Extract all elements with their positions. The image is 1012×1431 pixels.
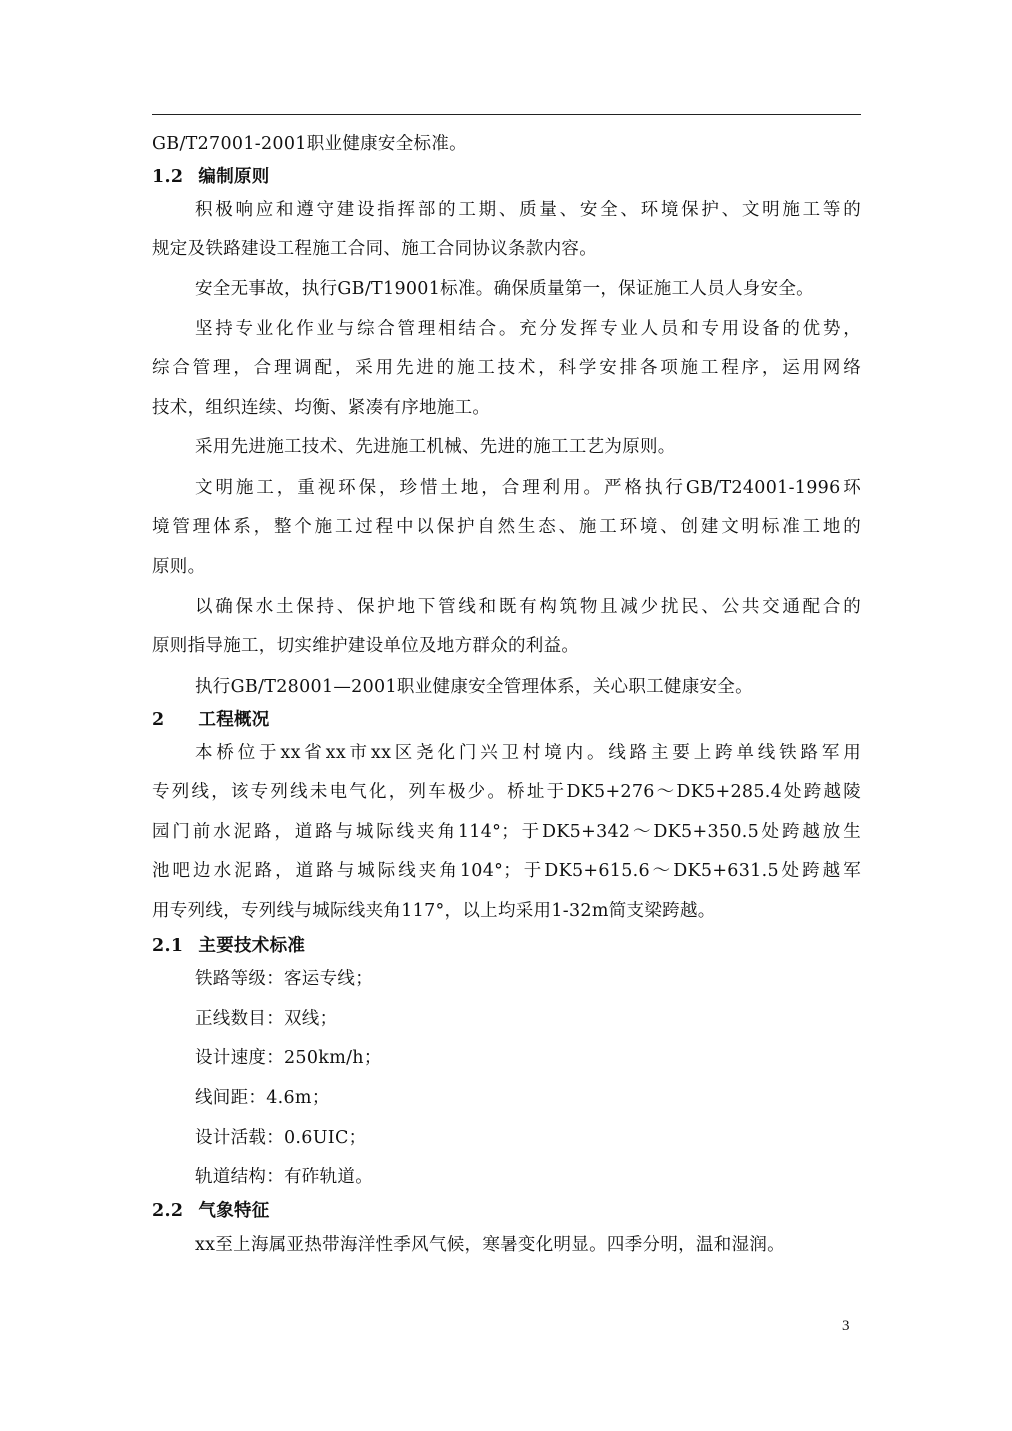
heading-title: 气象特征 [198, 1201, 270, 1221]
paragraph-line: 积极响应和遵守建设指挥部的工期、质量、安全、环境保护、文明施工等的 [195, 200, 861, 220]
spec-item: 铁路等级：客运专线； [195, 969, 373, 989]
paragraph-line: 池吧边水泥路，道路与城际线夹角104°；于DK5+615.6～DK5+631.5处跨越军 [152, 861, 861, 881]
paragraph-line: xx至上海属亚热带海洋性季风气候，寒暑变化明显。四季分明，温和湿润。 [195, 1235, 785, 1255]
heading-number: 2.1 [152, 936, 184, 956]
paragraph-line: 安全无事故，执行GB/T19001标准。确保质量第一，保证施工人员人身安全。 [195, 279, 814, 299]
paragraph-line: 用专列线，专列线与城际线夹角117°，以上均采用1-32m简支梁跨越。 [152, 901, 716, 921]
paragraph-line: 专列线，该专列线未电气化，列车极少。桥址于DK5+276～DK5+285.4处跨越陵 [152, 782, 861, 802]
paragraph-line: 综合管理，合理调配，采用先进的施工技术，科学安排各项施工程序，运用网络 [152, 358, 861, 378]
paragraph-line: 采用先进施工技术、先进施工机械、先进的施工工艺为原则。 [195, 437, 676, 457]
spec-item: 正线数目：双线； [195, 1009, 338, 1029]
heading-number: 2.2 [152, 1201, 184, 1221]
heading-title: 工程概况 [198, 710, 270, 730]
page-number: 3 [842, 1318, 850, 1334]
heading-number: 1.2 [152, 167, 184, 187]
paragraph-line: 执行GB/T28001—2001职业健康安全管理体系，关心职工健康安全。 [195, 677, 753, 697]
section-heading-1-2 [152, 164, 861, 190]
spec-item: 轨道结构：有砟轨道。 [195, 1167, 373, 1187]
spec-item: 设计活载：0.6UIC； [195, 1128, 367, 1148]
heading-title: 编制原则 [198, 167, 270, 187]
paragraph-line: 以确保水土保持、保护地下管线和既有构筑物且减少扰民、公共交通配合的 [195, 597, 861, 617]
section-heading-2 [152, 707, 861, 733]
heading-title: 主要技术标准 [198, 936, 306, 956]
paragraph-line: 文明施工，重视环保，珍惜土地，合理利用。严格执行GB/T24001-1996环 [195, 478, 861, 498]
header-rule [152, 114, 861, 115]
section-heading-2-1 [152, 933, 861, 959]
paragraph-line: 坚持专业化作业与综合管理相结合。充分发挥专业人员和专用设备的优势， [195, 319, 861, 339]
paragraph-line: GB/T27001-2001职业健康安全标准。 [152, 134, 467, 154]
spec-item: 线间距：4.6m； [195, 1088, 330, 1108]
paragraph-line: 原则指导施工，切实维护建设单位及地方群众的利益。 [152, 636, 580, 656]
paragraph-line: 技术，组织连续、均衡、紧凑有序地施工。 [152, 398, 491, 418]
section-heading-2-2 [152, 1198, 861, 1224]
paragraph-line: 园门前水泥路，道路与城际线夹角114°；于DK5+342～DK5+350.5处跨越放生 [152, 822, 861, 842]
paragraph-line: 本桥位于xx省xx市xx区尧化门兴卫村境内。线路主要上跨单线铁路军用 [195, 743, 861, 763]
heading-number: 2 [152, 710, 165, 730]
paragraph-line: 境管理体系，整个施工过程中以保护自然生态、施工环境、创建文明标准工地的 [152, 517, 861, 537]
spec-item: 设计速度：250km/h； [195, 1048, 382, 1068]
paragraph-line: 规定及铁路建设工程施工合同、施工合同协议条款内容。 [152, 239, 597, 259]
paragraph-line: 原则。 [152, 557, 206, 577]
